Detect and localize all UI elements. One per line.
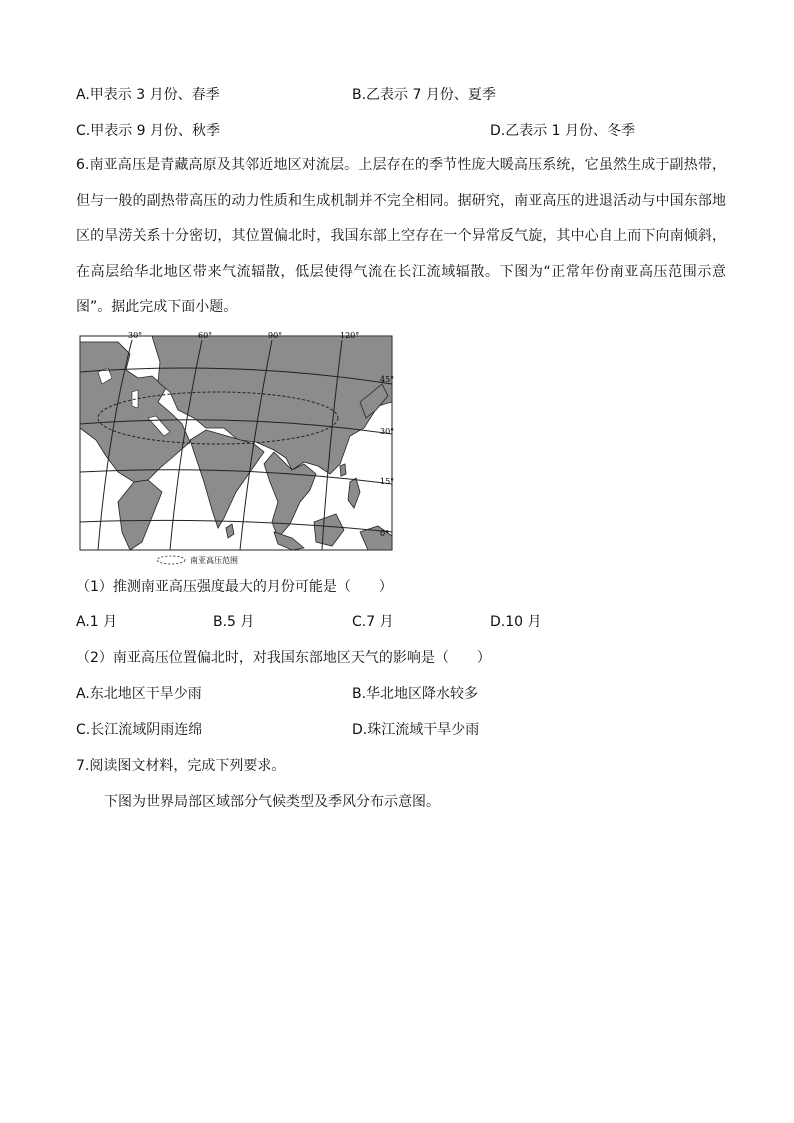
q5-option-d: D.乙表示 1 月份、冬季 [490, 123, 636, 139]
lat-label-45: 45° [380, 375, 395, 384]
q6-sub1-option-b: B.5 月 [213, 614, 255, 630]
lon-label-120: 120° [340, 332, 360, 340]
q6-sub2-question: （2）南亚高压位置偏北时，对我国东部地区天气的影响是（ ） [76, 650, 491, 666]
q6-sub2-option-c: C.长江流域阴雨连绵 [76, 722, 203, 738]
q7-intro: 下图为世界局部区域部分气候类型及季风分布示意图。 [104, 794, 440, 810]
q6-sub2-option-d: D.珠江流域干旱少雨 [352, 722, 480, 738]
q6-sub1-option-d: D.10 月 [490, 614, 542, 630]
q6-sub1-question: （1）推测南亚高压强度最大的月份可能是（ ） [76, 579, 393, 595]
lon-label-90: 90° [268, 332, 283, 340]
lon-label-30: 30° [128, 332, 143, 340]
q5-option-c: C.甲表示 9 月份、秋季 [76, 123, 221, 139]
q6-stem: 6.南亚高压是青藏高原及其邻近地区对流层。上层存在的季节性庞大暖高压系统，它虽然生成于副热带，但与一般的副热带高压的动力性质和生成机制并不完全相同。据研究，南亚高压的进退活动与中国东部地区的旱涝关系十分密切，其位置偏北时，我国东部上空存在一个异常反气旋，其中心自上而下向南倾斜，在高层给华北地区带来气流辐散，低层使得气流在长江流域辐散。下图为“正常年份南亚高压范围示意图”。据此完成下面小题。 [76, 157, 726, 316]
q6-sub2-option-b: B.华北地区降水较多 [352, 686, 479, 702]
q5-option-a: A.甲表示 3 月份、春季 [76, 87, 220, 103]
lon-label-60: 60° [198, 332, 213, 340]
q6-sub1-option-c: C.7 月 [352, 614, 394, 630]
q5-option-b: B.乙表示 7 月份、夏季 [352, 87, 496, 103]
south-asia-high-map [78, 332, 396, 570]
legend-symbol [157, 556, 185, 564]
legend-label: 南亚高压范围 [190, 556, 238, 565]
q7-stem: 7.阅读图文材料，完成下列要求。 [76, 758, 286, 774]
lat-label-15: 15° [380, 477, 395, 486]
lat-label-0: 0° [380, 529, 390, 538]
q6-sub2-option-a: A.东北地区干旱少雨 [76, 686, 202, 702]
lat-label-30: 30° [380, 427, 395, 436]
q6-sub1-option-a: A.1 月 [76, 614, 118, 630]
